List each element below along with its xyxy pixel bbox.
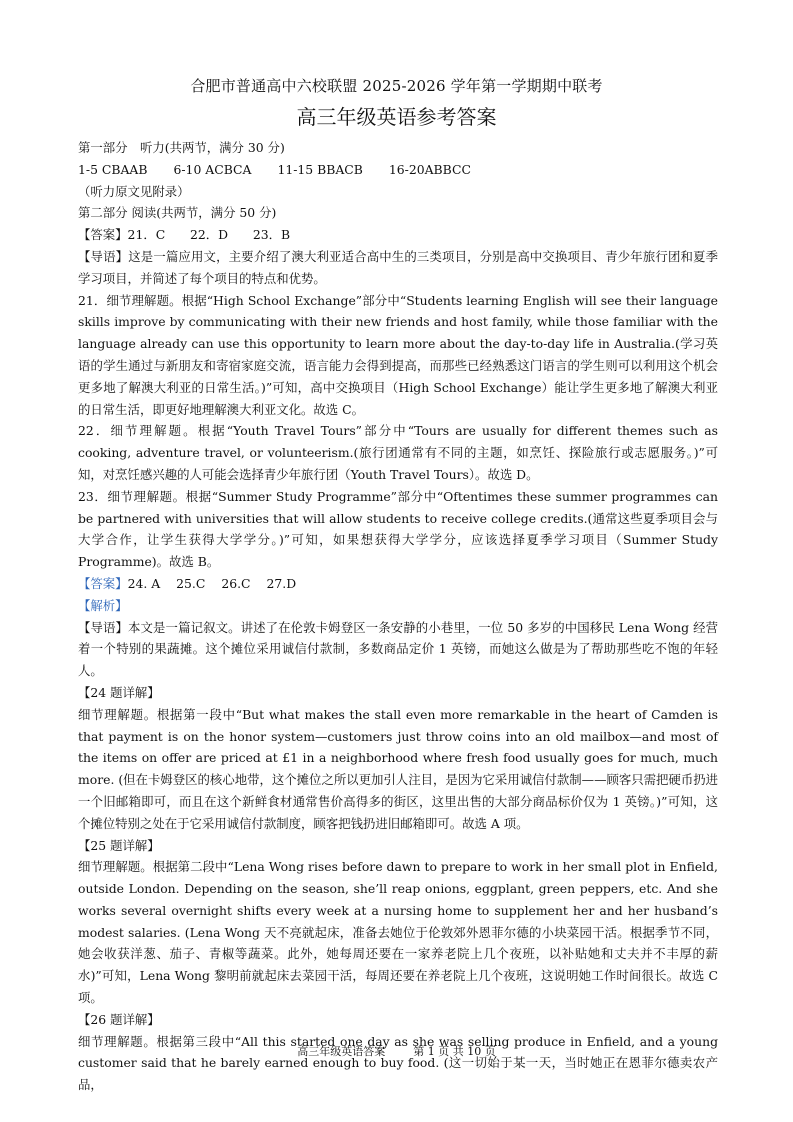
part1-heading: 第一部分 听力(共两节，满分 30 分) (78, 140, 285, 155)
guide-b: 【导语】本文是一篇记叙文。讲述了在伦敦卡姆登区一条安静的小巷里，一位 50 多岁的中国移民 Lena Wong 经营着一个特别的果蔬摊。这个摊位采用诚信付款制，多数商品定价 1 英镑，而她这么做是为了帮助那些吃不饱的年轻人。 (78, 619, 718, 679)
q25-heading: 【25 题详解】 (78, 837, 160, 853)
answer-b-label: 【答案】 (78, 575, 128, 591)
page-footer (0, 1044, 793, 1060)
answer-key-title: 高三年级英语参考答案 (296, 105, 497, 129)
question-23: 23．细节理解题。根据“Summer Study Programme”部分中“Oftentimes these summer programmes can be partnered with universities that will allow students to receive college credits.(通常这些夏季项目会与大学合作，让学生获得大学学分。)”可知，如果想获得大学学分，应该选择夏季学习项目（Summer Study Programme)。故选 B。 (78, 488, 718, 570)
q26-heading: 【26 题详解】 (78, 1011, 160, 1027)
question-21: 21．细节理解题。根据“High School Exchange”部分中“Students learning English will see their language skills improve by communicating with their new friends and host family, while those familiar with the language already can use this opportunity to learn more about the day-to-day life in Australia.(学习英语的学生通过与新朋友和寄宿家庭交流，语言能力会得到提高，而那些已经熟悉这门语言的学生则可以利用这个机会更多地了解澳大利亚的日常生活。)”可知，高中交换项目（High School Exchange）能让学生更多地了解澳大利亚的日常生活，即更好地理解澳大利亚文化。故选 C。 (78, 292, 718, 417)
page-number: 第 1 页 共 10 页 (413, 1045, 496, 1058)
question-26: 细节理解题。根据第三段中“All this started one day as she was selling produce in Enfield, and a young customer said that he barely earned enough to buy food. (这一切始于某一天，当时她正在恩菲尔德卖农产品， (78, 1033, 718, 1093)
document-body (78, 137, 718, 1096)
question-25: 细节理解题。根据第二段中“Lena Wong rises before dawn to prepare to work in her small plot in Enfield, outside London. Depending on the season, she’ll reap onions, eggplant, green peppers, etc. And she works several overnight shifts every week at a nursing home to supplement her and her husband’s modest salaries. (Lena Wong 天不亮就起床，准备去她位于伦敦郊外恩菲尔德的小块菜园干活。根据季节不同，她会收获洋葱、茄子、青椒等蔬菜。此外，她每周还要在一家养老院上几个夜班，以补贴她和丈夫并不丰厚的薪水)”可知，Lena Wong 黎明前就起床去菜园干活，每周还要在养老院上几个夜班，这说明她工作时间很长。故选 C 项。 (78, 859, 718, 1006)
answer-a: 【答案】21．C 22．D 23．B (78, 227, 291, 243)
part2-heading: 第二部分 阅读(共两节，满分 50 分) (78, 205, 277, 221)
answer-group: 6-10 ACBCA (173, 161, 252, 177)
listening-note: （听力原文见附录） (78, 183, 190, 199)
q24-heading: 【24 题详解】 (78, 684, 160, 700)
answer-item: 26.C (221, 575, 251, 591)
analysis-label: 【解析】 (78, 597, 128, 613)
guide-a: 【导语】这是一篇应用文，主要介绍了澳大利亚适合高中生的三类项目，分别是高中交换项目、青少年旅行团和夏季学习项目，并简述了每个项目的特点和优势。 (78, 248, 718, 286)
question-24: 细节理解题。根据第一段中“But what makes the stall even more remarkable in the heart of Camden is that payment is on the honor system—customers just throw coins into an old mailbox—and most of the items on offer are priced at £1 in a neighborhood where fresh food usually goes for much, much more. (但在卡姆登区的核心地带，这个摊位之所以更加引人注目，是因为它采用诚信付款制——顾客只需把硬币扔进一个旧邮箱即可，而且在这个新鲜食材通常售价高得多的街区，这里出售的大部分商品标价仅为 1 英镑。)”可知，这个摊位特别之处在于它采用诚信付款制度，顾客把钱扔进旧邮箱即可。故选 A 项。 (78, 706, 718, 831)
listening-answers (78, 159, 718, 181)
question-22: 22．细节理解题。根据“Youth Travel Tours”部分中“Tours are usually for different themes such as cooking, adventure travel, or volunteerism.(旅行团通常有不同的主题，如烹饪、探险旅行或志愿服务。)”可知，对烹饪感兴趣的人可能会选择青少年旅行团（Youth Travel Tours）。故选 D。 (78, 423, 718, 482)
answer-item: 27.D (266, 575, 297, 591)
exam-title: 合肥市普通高中六校联盟 2025-2026 学年第一学期期中联考 (190, 77, 603, 95)
footer-title: 高三年级英语答案 (297, 1045, 386, 1058)
answer-item: 25.C (176, 575, 206, 591)
answer-b (78, 573, 718, 595)
answer-group: 11-15 BBACB (277, 161, 363, 177)
answer-item: 24. A (127, 575, 161, 591)
answer-group: 16-20ABBCC (388, 161, 471, 177)
answer-group: 1-5 CBAAB (78, 161, 148, 177)
